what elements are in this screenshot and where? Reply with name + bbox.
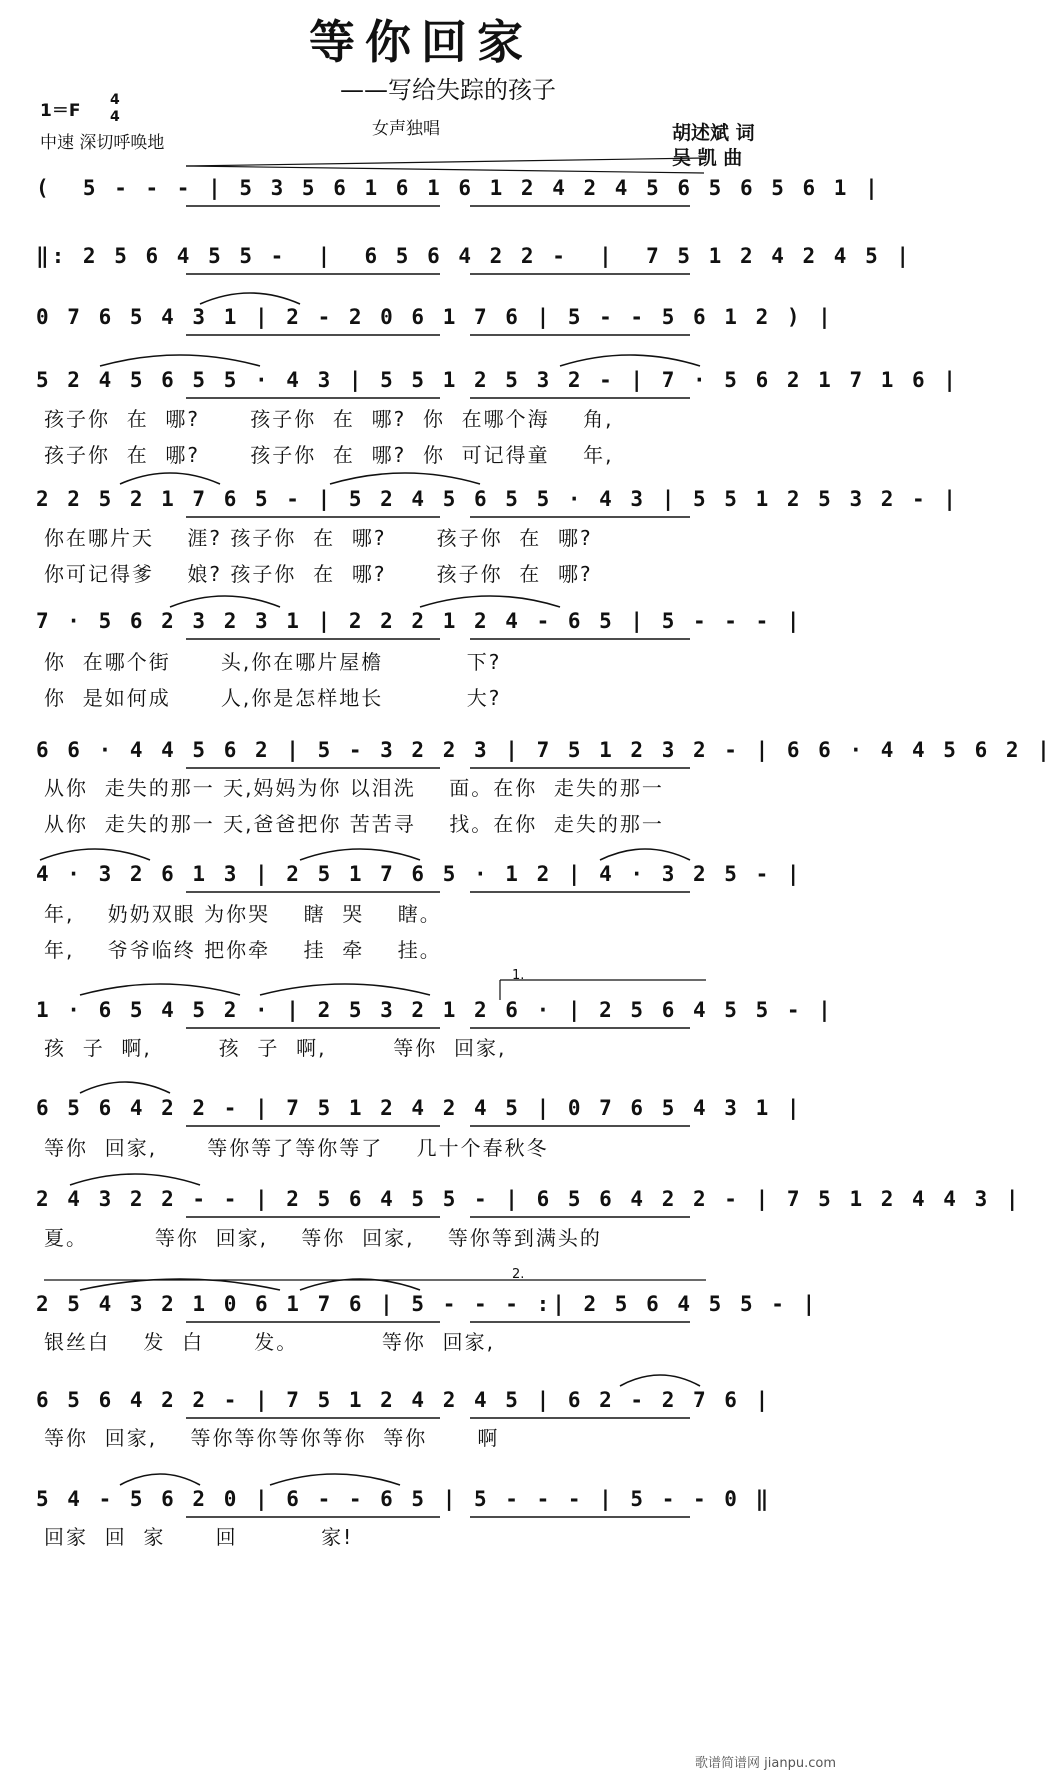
notation-row-3: 0 7 6 5 4 3 1 | 2 - 2 0 6 1 7 6 | 5 - - 5 6 1 2 ) | [36, 305, 834, 329]
slur-6 [170, 596, 280, 607]
lyric-line-13-1: 等你 回家, 等你等你等你等你 等你 啊 [44, 1426, 500, 1450]
slur-4 [120, 473, 220, 484]
notation-row-8: 4 · 3 2 6 1 3 | 2 5 1 7 6 5 · 1 2 | 4 · 3 2 5 - | [36, 862, 803, 886]
slur-8 [40, 849, 150, 860]
volta-first-label: 1. [512, 968, 525, 983]
slur-2 [100, 355, 260, 366]
notation-row-7: 6 6 · 4 4 5 6 2 | 5 - 3 2 2 3 | 7 5 1 2 3 2 - | 6 6 · 4 4 5 6 2 | [36, 738, 1053, 762]
lyric-line-14-1: 回家 回 家 回 家! [44, 1525, 354, 1549]
slur-14 [70, 1174, 200, 1185]
song-subtitle: ——写给失踪的孩子 [340, 76, 556, 104]
notation-row-12: 2 5 4 3 2 1 0 6 1 7 6 | 5 - - - :| 2 5 6 4 5 5 - | [36, 1292, 819, 1316]
lyric-line-7-2: 从你 走失的那一 天,爸爸把你 苦苦寻 找。在你 走失的那一 [44, 812, 664, 836]
notation-row-11: 2 4 3 2 2 - - | 2 5 6 4 5 5 - | 6 5 6 4 2 2 - | 7 5 1 2 4 4 3 | [36, 1187, 1022, 1211]
slur-11 [80, 984, 240, 995]
lyric-line-12-1: 银丝白 发 白 发。 等你 回家, [44, 1330, 495, 1354]
lyric-line-6-2: 你 是如何成 人,你是怎样地长 大? [44, 686, 502, 710]
slur-5 [330, 473, 480, 484]
crescendo-line-bottom [186, 166, 704, 173]
lyric-line-7-1: 从你 走失的那一 天,妈妈为你 以泪洗 面。在你 走失的那一 [44, 776, 664, 800]
notation-row-14: 5 4 - 5 6 2 0 | 6 - - 6 5 | 5 - - - | 5 - - 0 ‖ [36, 1487, 772, 1511]
crescendo-line-top [186, 158, 704, 166]
lyric-line-8-1: 年, 奶奶双眼 为你哭 瞎 哭 瞎。 [44, 902, 442, 926]
notation-row-4: 5 2 4 5 6 5 5 · 4 3 | 5 5 1 2 5 3 2 - | 7 · 5 6 2 1 7 1 6 | [36, 368, 959, 392]
slur-12 [260, 984, 430, 995]
lyric-line-9-1: 孩 子 啊, 孩 子 啊, 等你 回家, [44, 1036, 507, 1060]
lyric-line-4-2: 孩子你 在 哪? 孩子你 在 哪? 你 可记得童 年, [44, 443, 614, 467]
time-signature-bottom: 4 [110, 109, 120, 125]
notation-row-5: 2 2 5 2 1 7 6 5 - | 5 2 4 5 6 5 5 · 4 3 | 5 5 1 2 5 3 2 - | [36, 487, 959, 511]
slur-16 [300, 1279, 420, 1290]
notation-row-1: ( 5 - - - | 5 3 5 6 1 6 1 6 1 2 4 2 4 5 6 5 6 5 6 1 | [36, 176, 881, 200]
lyric-line-4-1: 孩子你 在 哪? 孩子你 在 哪? 你 在哪个海 角, [44, 407, 614, 431]
lyric-line-10-1: 等你 回家, 等你等了等你等了 几十个春秋冬 [44, 1136, 549, 1160]
notation-row-6: 7 · 5 6 2 3 2 3 1 | 2 2 2 1 2 4 - 6 5 | 5 - - - | [36, 609, 803, 633]
lyric-line-8-2: 年, 爷爷临终 把你牵 挂 牵 挂。 [44, 938, 442, 962]
composer-credit: 吴 凯 曲 [672, 147, 743, 169]
volta-second-label: 2. [512, 1267, 525, 1282]
slur-7 [420, 596, 560, 607]
key-signature: 1＝F [40, 101, 81, 121]
lyric-line-5-1: 你在哪片天 涯? 孩子你 在 哪? 孩子你 在 哪? [44, 526, 593, 550]
tempo-marking: 中速 深切呼唤地 [40, 133, 165, 153]
notation-row-9: 1 · 6 5 4 5 2 · | 2 5 3 2 1 2 6 · | 2 5 6 4 5 5 - | [36, 998, 834, 1022]
watermark-text: 歌谱简谱网 jianpu.com [695, 1756, 836, 1771]
song-title: 等你回家 [309, 15, 533, 69]
notation-row-2: ‖: 2 5 6 4 5 5 - | 6 5 6 4 2 2 - | 7 5 1 2 4 2 4 5 | [36, 244, 913, 268]
voice-type: 女声独唱 [372, 119, 440, 139]
lyric-line-6-1: 你 在哪个街 头,你在哪片屋檐 下? [44, 650, 502, 674]
slur-17 [620, 1375, 700, 1386]
lyricist-credit: 胡述斌 词 [672, 122, 755, 144]
slur-10 [600, 849, 690, 860]
slur-9 [300, 849, 420, 860]
time-signature-top: 4 [110, 92, 120, 108]
slur-13 [80, 1082, 170, 1093]
slur-3 [560, 355, 700, 366]
slur-1 [200, 293, 300, 304]
slur-15 [80, 1279, 280, 1290]
lyric-line-5-2: 你可记得爹 娘? 孩子你 在 哪? 孩子你 在 哪? [44, 562, 593, 586]
notation-row-10: 6 5 6 4 2 2 - | 7 5 1 2 4 2 4 5 | 0 7 6 5 4 3 1 | [36, 1096, 803, 1120]
lyric-line-11-1: 夏。 等你 回家, 等你 回家, 等你等到满头的 [44, 1226, 602, 1250]
slur-19 [270, 1474, 400, 1485]
slur-18 [120, 1474, 200, 1485]
notation-row-13: 6 5 6 4 2 2 - | 7 5 1 2 4 2 4 5 | 6 2 - 2 7 6 | [36, 1388, 772, 1412]
